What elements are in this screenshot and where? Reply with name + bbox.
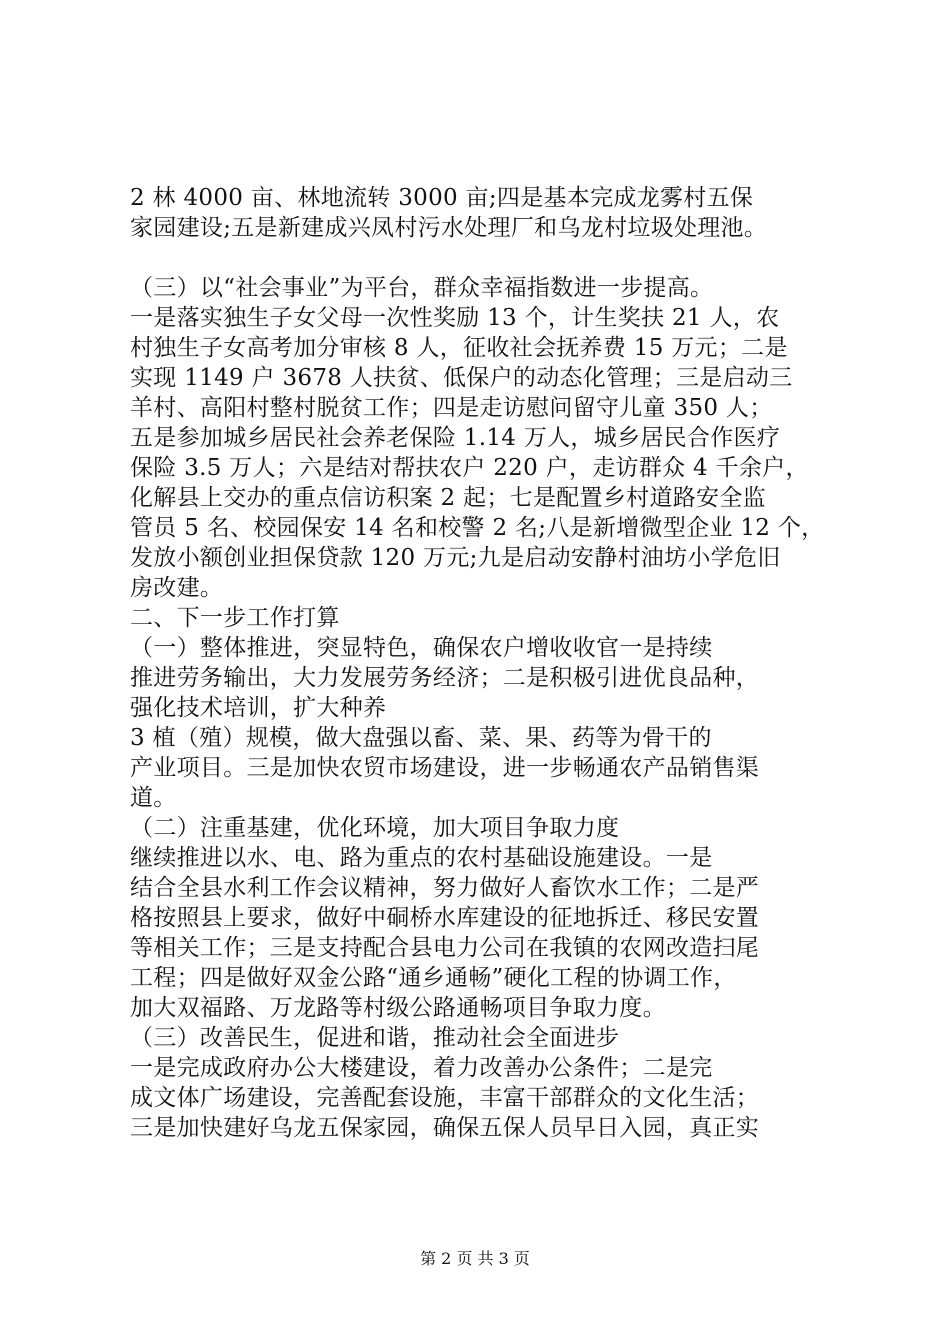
text-line: 一是完成政府办公大楼建设，着力改善办公条件；二是完 <box>130 1055 713 1081</box>
text-line: 三是加快建好乌龙五保家园，确保五保人员早日入园，真正实 <box>130 1115 760 1141</box>
text-line: 房改建。 <box>130 575 224 601</box>
text-line: 2 林 4000 亩、林地流转 3000 亩;四是基本完成龙雾村五保 <box>130 185 754 211</box>
page-footer: 第 2 页 共 3 页 <box>420 1249 530 1268</box>
text-line: 推进劳务输出，大力发展劳务经济；二是积极引进优良品种， <box>130 665 760 691</box>
text-line: 一是落实独生子女父母一次性奖励 13 个，计生奖扶 21 人，农 <box>130 305 780 331</box>
text-line: 实现 1149 户 3678 人扶贫、低保户的动态化管理；三是启动三 <box>130 365 793 391</box>
subsection-heading: （二）注重基建，优化环境，加大项目争取力度 <box>130 815 620 841</box>
text-line: 加大双福路、万龙路等村级公路通畅项目争取力度。 <box>130 995 666 1021</box>
text-line: 3 植（殖）规模，做大盘强以畜、菜、果、药等为骨干的 <box>130 725 712 751</box>
text-line: 等相关工作；三是支持配合县电力公司在我镇的农网改造扫尾 <box>130 935 760 961</box>
text-line: 发放小额创业担保贷款 120 万元;九是启动安静村油坊小学危旧 <box>130 545 781 571</box>
text-line: 管员 5 名、校园保安 14 名和校警 2 名;八是新增微型企业 12 个， <box>130 515 825 541</box>
text-line: 家园建设;五是新建成兴凤村污水处理厂和乌龙村垃圾处理池。 <box>130 215 768 241</box>
text-line: 道。 <box>130 785 177 811</box>
text-line: 产业项目。三是加快农贸市场建设，进一步畅通农产品销售渠 <box>130 755 760 781</box>
text-line: 村独生子女高考加分审核 8 人，征收社会抚养费 15 万元；二是 <box>130 335 788 361</box>
text-line: （三）以“社会事业”为平台，群众幸福指数进一步提高。 <box>130 275 714 301</box>
text-line: 结合全县水利工作会议精神，努力做好人畜饮水工作；二是严 <box>130 875 760 901</box>
text-line: 五是参加城乡居民社会养老保险 1.14 万人，城乡居民合作医疗 <box>130 425 781 451</box>
text-line: 化解县上交办的重点信访积案 2 起；七是配置乡村道路安全监 <box>130 485 766 511</box>
text-line: 继续推进以水、电、路为重点的农村基础设施建设。一是 <box>130 845 713 871</box>
text-line: 强化技术培训，扩大种养 <box>130 695 387 721</box>
text-line: 羊村、高阳村整村脱贫工作；四是走访慰问留守儿童 350 人； <box>130 395 773 421</box>
text-line: 成文体广场建设，完善配套设施，丰富干部群众的文化生活； <box>130 1085 760 1111</box>
subsection-heading: （三）改善民生，促进和谐，推动社会全面进步 <box>130 1025 620 1051</box>
section-heading: 二、下一步工作打算 <box>130 605 340 631</box>
text-line: 格按照县上要求，做好中硐桥水库建设的征地拆迁、移民安置 <box>130 905 760 931</box>
text-line: 保险 3.5 万人；六是结对帮扶农户 220 户，走访群众 4 千余户， <box>130 455 809 481</box>
text-line: 工程；四是做好双金公路“通乡通畅”硬化工程的协调工作， <box>130 965 737 991</box>
text-line: （一）整体推进，突显特色，确保农户增收收官一是持续 <box>130 635 713 661</box>
